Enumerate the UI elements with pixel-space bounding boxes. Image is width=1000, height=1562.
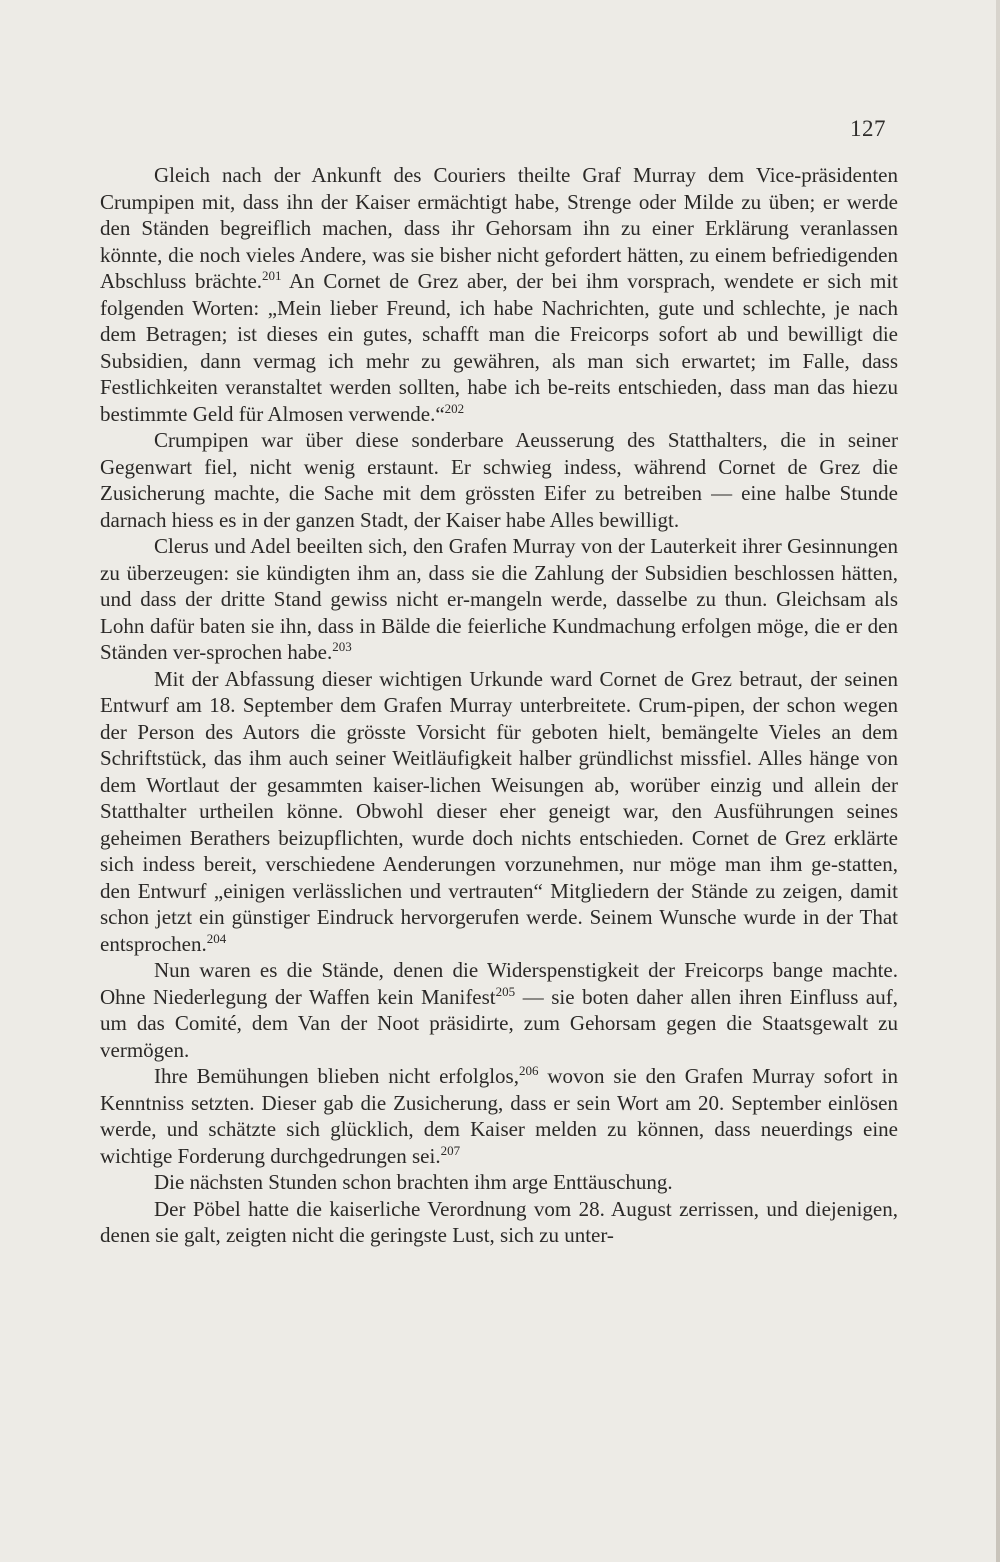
paragraph-text: Clerus und Adel beeilten sich, den Grafen Murray von der Lauterkeit ihrer Gesinnungen zu überzeugen: sie kündigten ihm an, dass sie die Zahlung der Subsidien beschlossen hätten, und dass der dritte Stand gewiss nicht er-mangeln werde, dasselbe zu thun. Gleichsam als Lohn dafür baten sie ihn, dass in Bälde die feierliche Kundmachung erfolgen möge, die er den Ständen ver-sprochen habe. bbox=[100, 534, 898, 664]
footnote-reference: 203 bbox=[332, 639, 352, 654]
paragraph bbox=[100, 1169, 898, 1196]
paragraph-text: Der Pöbel hatte die kaiserliche Verordnung vom 28. August zerrissen, und diejenigen, denen sie galt, zeigten nicht die geringste Lust, sich zu unter- bbox=[100, 1196, 898, 1247]
paragraph bbox=[100, 1063, 898, 1169]
page-edge bbox=[996, 0, 1000, 1562]
paragraph-text: wovon sie den Grafen Murray sofort in Kenntniss setzten. Dieser gab die Zusicherung, dass er sein Wort am 20. September einlösen werde, und schätzte sich glücklich, dem Kaiser melden zu können, dass neuerdings eine wichtige Forderung durchgedrungen sei. bbox=[100, 1064, 898, 1168]
paragraph-text: Nun waren es die Stände, denen die Widerspenstigkeit der Freicorps bange machte. Ohne Niederlegung der Waffen kein Manifest bbox=[100, 958, 898, 1009]
paragraph bbox=[100, 162, 898, 427]
paragraph-text: Gleich nach der Ankunft des Couriers theilte Graf Murray dem Vice-präsidenten Crumpipen mit, dass ihn der Kaiser ermächtigt habe, Strenge oder Milde zu üben; er werde den Ständen begreiflich machen, dass ihr Gehorsam ihn zu einer Erklärung veranlassen könnte, die noch vieles Andere, was sie bisher nicht gefordert hätten, zu einem befriedigenden Abschluss brächte. bbox=[100, 163, 898, 293]
paragraph bbox=[100, 533, 898, 666]
footnote-reference: 204 bbox=[206, 930, 227, 946]
paragraph-text: Crumpipen war über diese sonderbare Aeusserung des Statthalters, die in seiner Gegenwart fiel, nicht wenig erstaunt. Er schwieg indess, während Cornet de Grez die Zusicherung machte, die Sache mit dem grössten Eifer zu betreiben — eine halbe Stunde darnach hiess es in der ganzen Stadt, der Kaiser habe Alles bewilligt. bbox=[100, 428, 898, 532]
footnote-reference: 205 bbox=[495, 983, 516, 999]
footnote-reference: 206 bbox=[518, 1063, 539, 1078]
footnote-reference: 207 bbox=[440, 1142, 461, 1158]
body-text bbox=[100, 162, 898, 1249]
paragraph-text: — sie boten daher allen ihren Einfluss auf, um das Comité, dem Van der Noot präsidirte, zum Gehorsam gegen die Staatsgewalt zu vermögen. bbox=[100, 984, 898, 1062]
footnote-reference: 202 bbox=[444, 400, 465, 416]
paragraph-text: Die nächsten Stunden schon brachten ihm arge Enttäuschung. bbox=[154, 1170, 673, 1194]
paragraph bbox=[100, 957, 898, 1063]
paragraph-text: Mit der Abfassung dieser wichtigen Urkunde ward Cornet de Grez betraut, der seinen Entwurf am 18. September dem Grafen Murray unterbreitete. Crum-pipen, der schon wegen der Person des Autors die grösste Vorsicht für geboten hielt, bemängelte Vieles an dem Schriftstück, das ihm auch seiner Weitläufigkeit halber gründlichst missfiel. Alles hänge von dem Wortlaut der gesammten kaiser-lichen Weisungen ab, worüber einzig und allein der Statthalter urtheilen könne. Obwohl dieser eher geneigt war, den Ausführungen seines geheimen Berathers beizupflichten, wurde doch nichts entschieden. Cornet de Grez erklärte sich indess bereit, verschiedene Aenderungen vorzunehmen, nur möge man ihm ge-statten, den Entwurf „einigen verlässlichen und vertrauten“ Mitgliedern der Stände zu zeigen, damit schon jetzt ein günstiger Eindruck hervorgerufen werde. Seinem Wunsche wurde in der That entsprochen. bbox=[100, 666, 898, 956]
page-number: 127 bbox=[850, 116, 886, 141]
paragraph bbox=[100, 427, 898, 533]
paragraph-text: An Cornet de Grez aber, der bei ihm vorsprach, wendete er sich mit folgenden Worten: „Mein lieber Freund, ich habe Nachrichten, gute und schlechte, je nach dem Betragen; ist dieses ein gutes, schafft man die Freicorps sofort ab und bewilligt die Subsidien, dann vermag ich mehr zu gewähren, als man sich erwartet; im Falle, dass Festlichkeiten veranstaltet werden sollten, habe ich be-reits entschieden, dass man das hiezu bestimmte Geld für Almosen verwende.“ bbox=[100, 269, 898, 426]
footnote-reference: 201 bbox=[262, 268, 282, 283]
paragraph-text: Ihre Bemühungen blieben nicht erfolglos, bbox=[154, 1064, 519, 1088]
paragraph bbox=[100, 666, 898, 958]
paragraph bbox=[100, 1196, 898, 1249]
